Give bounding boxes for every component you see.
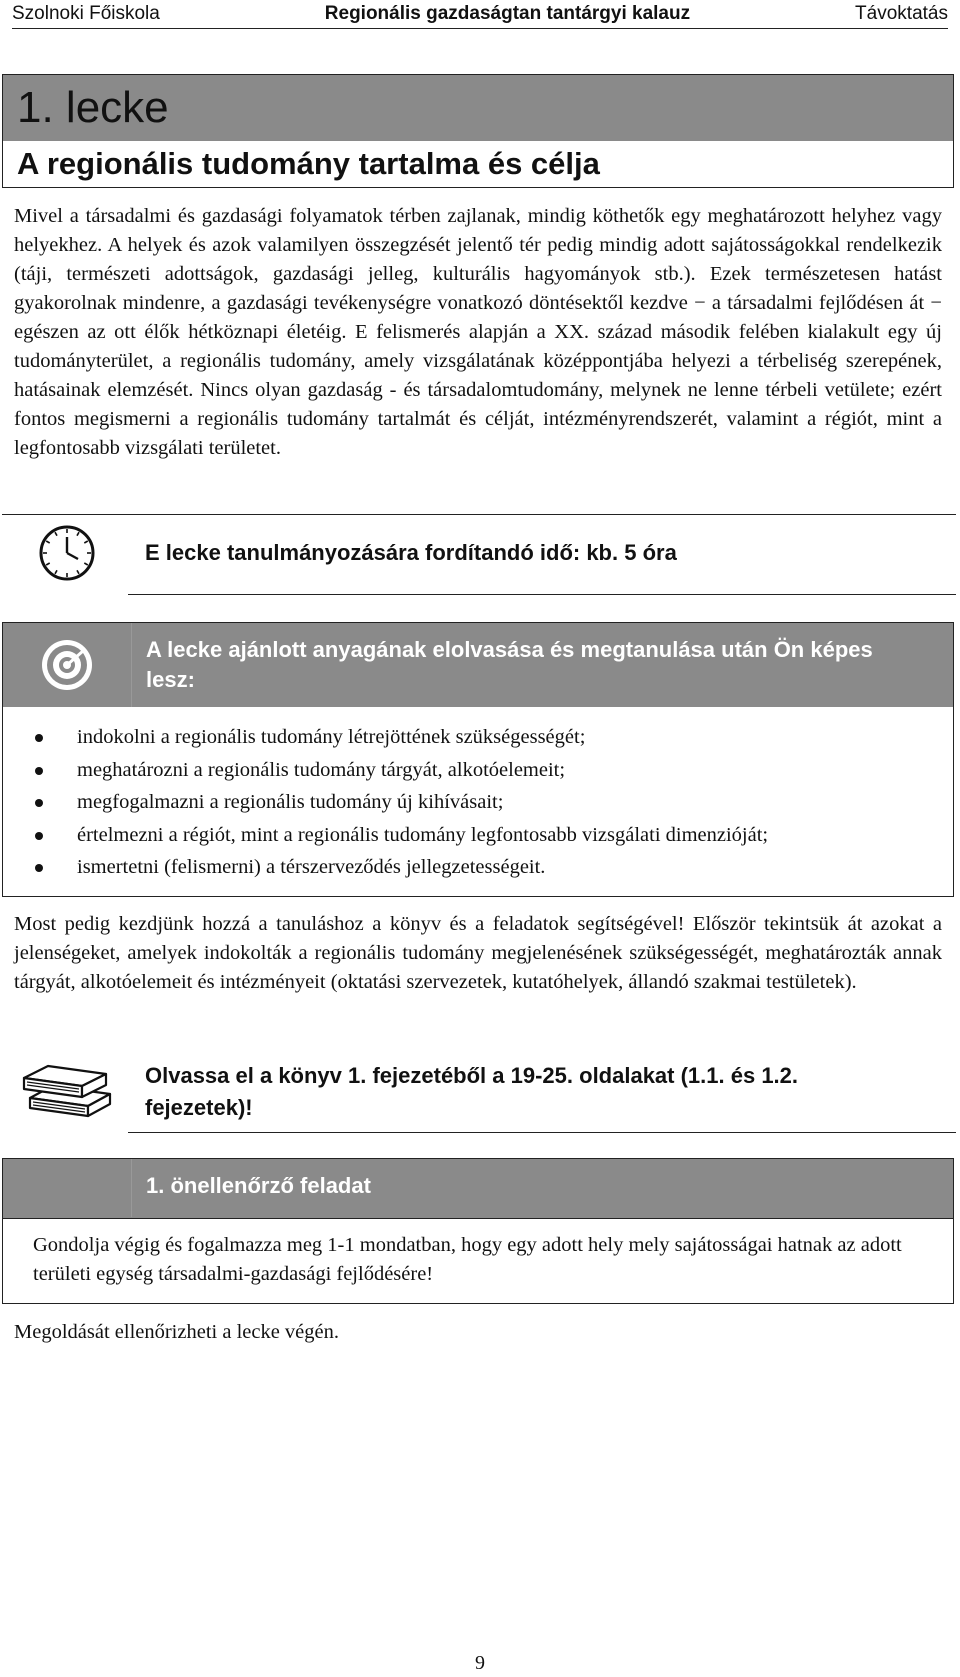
exercise-title: 1. önellenőrző feladat <box>146 1173 371 1198</box>
page-header <box>12 0 948 29</box>
books-icon <box>18 1058 118 1120</box>
objective-text: indokolni a regionális tudomány létrejöttének szükségességét; <box>77 726 586 748</box>
outro-paragraph: Megoldását ellenőrizheti a lecke végén. <box>14 1321 340 1343</box>
exercise-box <box>2 1158 954 1304</box>
objective-text: megfogalmazni a regionális tudomány új kihívásait; <box>77 791 504 813</box>
objectives-header <box>3 623 953 707</box>
exercise-header <box>3 1159 953 1219</box>
lesson-number: 1. lecke <box>3 75 953 141</box>
bullet <box>35 864 43 872</box>
header-course-title: Regionális gazdaságtan tantárgyi kalauz <box>324 3 691 24</box>
objectives-icon-cell <box>3 623 132 707</box>
list-item <box>3 819 953 852</box>
study-time-text: E lecke tanulmányozására fordítandó idő: kb. 5 óra <box>145 540 677 565</box>
target-icon <box>39 637 95 693</box>
clock-icon <box>38 524 96 582</box>
bullet <box>35 734 43 742</box>
objectives-box <box>2 622 954 897</box>
list-item <box>3 786 953 819</box>
list-item <box>3 754 953 787</box>
objective-text: ismertetni (felismerni) a térszerveződés jellegzetességeit. <box>77 856 546 878</box>
mid-paragraph: Most pedig kezdjünk hozzá a tanuláshoz a könyv és a feladatok segítségével! Először tekintsük át azokat a jelenségeket, amelyek indokolták a regionális tudomány megjelenésének szükségességét, meghatározták annak tárgyát, alkotóelemeit és intézményeit (oktatási szervezetek, kutatóhelyek, állandó szakmai testületek). <box>14 913 942 993</box>
reading-text: Olvassa el a könyv 1. fejezetéből a 19-25. oldalakat (1.1. és 1.2. fejezetek)! <box>145 1063 799 1120</box>
divider <box>128 1132 956 1133</box>
lesson-title-block <box>2 74 954 188</box>
bullet <box>35 799 43 807</box>
objective-text: értelmezni a régiót, mint a regionális tudomány legfontosabb vizsgálati dimenzióját; <box>77 823 769 846</box>
page-number: 9 <box>475 1652 485 1674</box>
header-institution: Szolnoki Főiskola <box>12 3 160 24</box>
intro-paragraph: Mivel a társadalmi és gazdasági folyamatok térben zajlanak, mindig köthetők egy meghatározott helyhez vagy helyekhez. A helyek és azok valamilyen összegzését jelentő tér pedig mindig adott sajátosságokkal rendelkezik (táji, természeti adottságok, gazdasági jelleg, kulturális hagyományok stb.). Ezek természetesen hatást gyakorolnak mindenre, a gazdasági tevékenységre vonatkozó döntésektől kezdve − a társadalmi fejlődésen át − egészen az ott élők hétköznapi életéig. E felismerés alapján a XX. század második felében kialakult egy új tudományterület, a regionális tudomány, amely vizsgálatának középpontjába helyezi a térbeliség szerepének, hatásainak elemzését. Nincs olyan gazdaság - és társadalomtudomány, melynek ne lenne térbeli vetülete; ezért fontos megismerni a regionális tudomány tartalmát és célját, intézményrendszerét, valamint a régiót, mint a legfontosabb vizsgálati területet. <box>14 205 942 459</box>
bullet <box>35 832 43 840</box>
objective-text: meghatározni a regionális tudomány tárgyát, alkotóelemeit; <box>77 758 566 781</box>
reading-assignment <box>0 1050 960 1130</box>
header-mode: Távoktatás <box>855 3 948 24</box>
divider <box>128 594 956 595</box>
bullet <box>35 767 43 775</box>
list-item <box>3 851 953 884</box>
objectives-title: A lecke ajánlott anyagának elolvasása és megtanulása után Ön képes lesz: <box>146 637 873 692</box>
lesson-title: A regionális tudomány tartalma és célja <box>17 146 600 181</box>
exercise-icon-cell <box>3 1159 132 1217</box>
exercise-text: Gondolja végig és fogalmazza meg 1-1 mondatban, hogy egy adott hely mely sajátosságai hatnak az adott területi egység társadalmi-gazdasági fejlődésére! <box>33 1234 902 1285</box>
objectives-list <box>3 707 953 884</box>
list-item <box>3 721 953 754</box>
time-note <box>0 514 960 594</box>
